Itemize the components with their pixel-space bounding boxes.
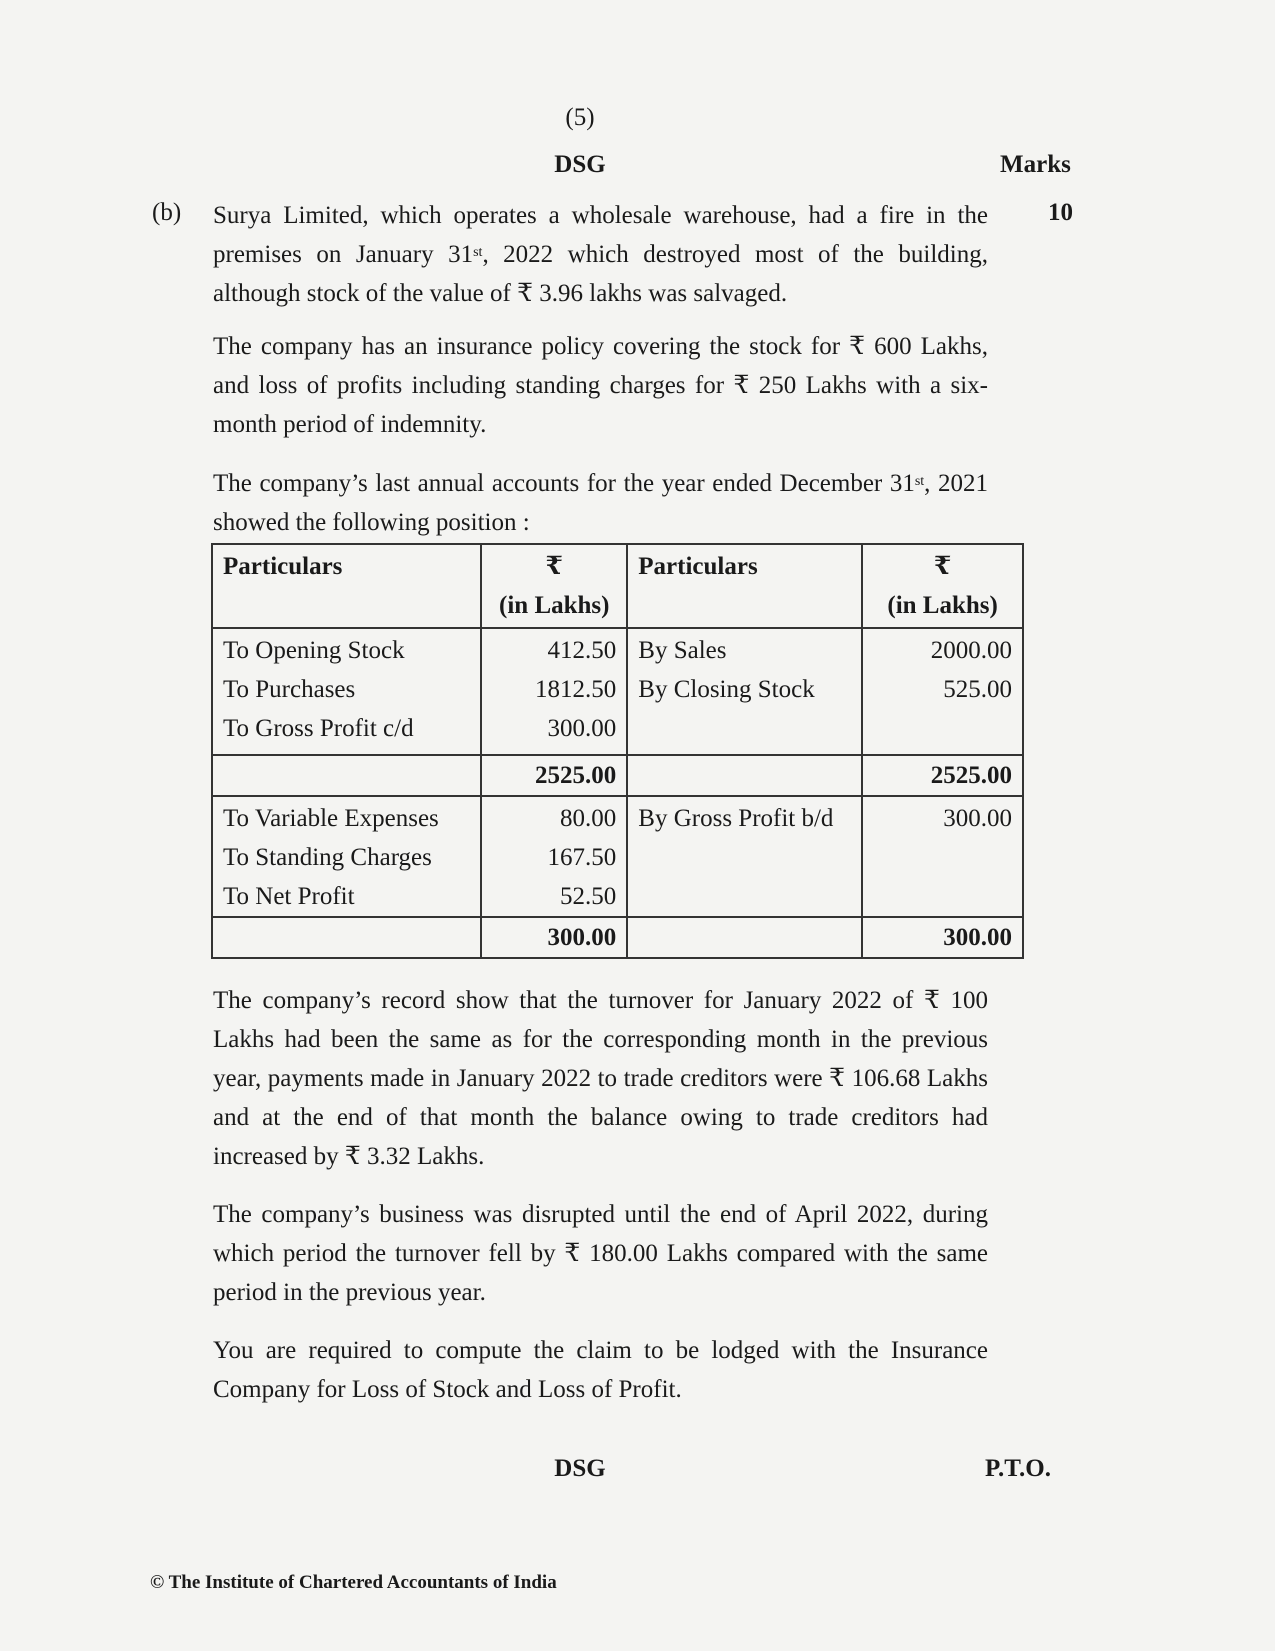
- trading-total-label-left: [212, 755, 481, 796]
- table-row: [212, 877, 1023, 917]
- table-row: [212, 838, 1023, 877]
- pl-credit-amount: [862, 838, 1023, 877]
- trading-credit-amount: 525.00: [862, 670, 1023, 709]
- pto-label: P.T.O.: [985, 1455, 1051, 1482]
- trading-credit-item: By Closing Stock: [627, 670, 862, 709]
- page-number: (5): [565, 104, 595, 131]
- trading-debit-amount: 412.50: [481, 628, 627, 670]
- question-marks: 10: [1048, 199, 1073, 226]
- marks-heading: Marks: [1000, 151, 1071, 178]
- pl-total-label-left: [212, 917, 481, 958]
- question-paragraph-2: The company has an insurance policy covering the stock for ₹ 600 Lakhs, and loss of profits including standing charges for ₹ 250 Lakhs with a six-month period of indemnity.: [213, 333, 988, 438]
- pl-total-row: [212, 917, 1023, 958]
- pl-credit-item: [627, 838, 862, 877]
- question-paragraph-3: [213, 464, 988, 542]
- copyright-notice: © The Institute of Chartered Accountants of India: [150, 1572, 557, 1593]
- pl-total-label-right: [627, 917, 862, 958]
- trading-debit-amount: 300.00: [481, 709, 627, 755]
- pl-credit-item: By Gross Profit b/d: [627, 796, 862, 838]
- question-paragraph-5: The company’s business was disrupted until the end of April 2022, during which period the turnover fell by ₹ 180.00 Lakhs compared with the same period in the previous year.: [213, 1201, 988, 1306]
- p1-superscript: st: [473, 245, 483, 260]
- trading-total-credit: 2525.00: [862, 755, 1023, 796]
- question-label: (b): [152, 199, 182, 226]
- trading-debit-item: To Opening Stock: [212, 628, 481, 670]
- trading-credit-item: By Sales: [627, 628, 862, 670]
- trading-debit-item: To Purchases: [212, 670, 481, 709]
- pl-total-credit: 300.00: [862, 917, 1023, 958]
- trading-credit-item: [627, 709, 862, 755]
- table-row: [212, 670, 1023, 709]
- table-row: [212, 796, 1023, 838]
- table-row: [212, 709, 1023, 755]
- pl-credit-amount: [862, 877, 1023, 917]
- table-row: [212, 628, 1023, 670]
- trading-total-label-right: [627, 755, 862, 796]
- trading-total-row: [212, 755, 1023, 796]
- trading-pl-account-table: [211, 543, 1024, 959]
- pl-debit-item: To Standing Charges: [212, 838, 481, 877]
- trading-credit-amount: 2000.00: [862, 628, 1023, 670]
- p1-text-a: Surya Limited, which operates a wholesale warehouse, had a fire in the premises on January 31: [213, 202, 988, 268]
- pl-credit-item: [627, 877, 862, 917]
- trading-debit-amount: 1812.50: [481, 670, 627, 709]
- trading-total-debit: 2525.00: [481, 755, 627, 796]
- table-header-row: [212, 544, 1023, 628]
- p3-text-a: The company’s last annual accounts for the year ended December 31: [213, 470, 915, 497]
- p3-text-b: , 2021 showed the following position :: [213, 470, 988, 536]
- pl-debit-item: To Net Profit: [212, 877, 481, 917]
- pl-debit-item: To Variable Expenses: [212, 796, 481, 838]
- trading-debit-item: To Gross Profit c/d: [212, 709, 481, 755]
- question-paragraph-1: [213, 196, 988, 313]
- trading-credit-amount: [862, 709, 1023, 755]
- pl-total-debit: 300.00: [481, 917, 627, 958]
- question-paragraph-6: You are required to compute the claim to be lodged with the Insurance Company for Loss of Stock and Loss of Profit.: [213, 1337, 988, 1403]
- question-paragraph-4: The company’s record show that the turnover for January 2022 of ₹ 100 Lakhs had been the same as for the corresponding month in the previous year, payments made in January 2022 to trade creditors were ₹ 106.68 Lakhs and at the end of that month the balance owing to trade creditors had increased by ₹ 3.32 Lakhs.: [213, 987, 988, 1170]
- header-particulars-right: Particulars: [627, 544, 862, 628]
- header-particulars-left: Particulars: [212, 544, 481, 628]
- header-amount-left: ₹ (in Lakhs): [481, 544, 627, 628]
- pl-debit-amount: 80.00: [481, 796, 627, 838]
- paper-code-header: DSG: [554, 151, 606, 178]
- paper-code-footer: DSG: [554, 1455, 606, 1482]
- p3-superscript: st: [914, 474, 925, 489]
- pl-debit-amount: 52.50: [481, 877, 627, 917]
- p1-text-b: , 2022 which destroyed most of the building, although stock of the value of ₹ 3.96 lakhs was salvaged.: [213, 241, 988, 307]
- header-amount-right: ₹ (in Lakhs): [862, 544, 1023, 628]
- pl-credit-amount: 300.00: [862, 796, 1023, 838]
- pl-debit-amount: 167.50: [481, 838, 627, 877]
